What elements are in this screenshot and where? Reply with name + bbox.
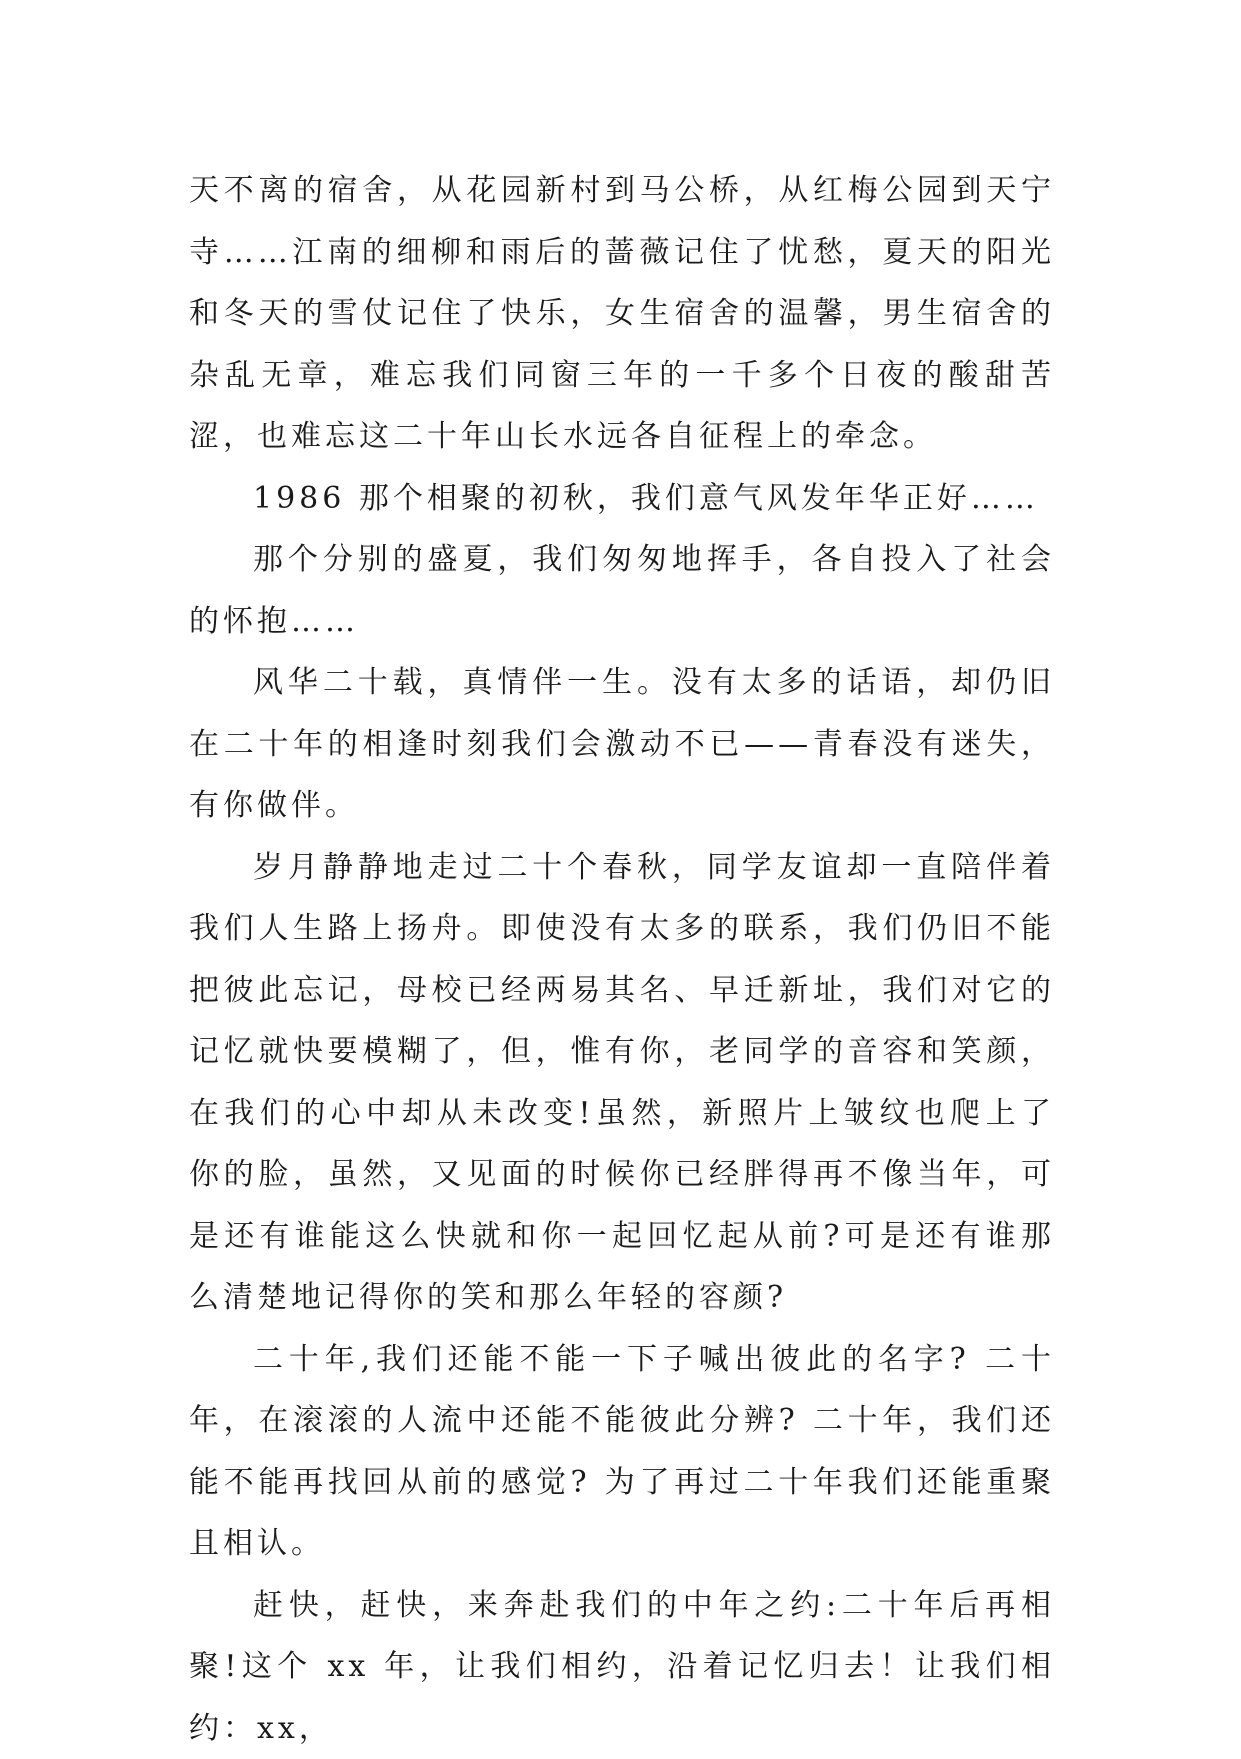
paragraph-3: 那个分别的盛夏，我们匆匆地挥手，各自投入了社会的怀抱……: [189, 529, 1055, 652]
paragraph-2: 1986 那个相聚的初秋，我们意气风发年华正好……: [189, 468, 1055, 530]
paragraph-5: 岁月静静地走过二十个春秋，同学友谊却一直陪伴着我们人生路上扬舟。即使没有太多的联系，我们仍旧不能把彼此忘记，母校已经两易其名、早迁新址，我们对它的记忆就快要模糊了，但，惟有你，老同学的音容和笑颜，在我们的心中却从未改变!虽然，新照片上皱纹也爬上了你的脸，虽然，又见面的时候你已经胖得再不像当年，可是还有谁能这么快就和你一起回忆起从前?可是还有谁那么清楚地记得你的笑和那么年轻的容颜?: [189, 837, 1055, 1329]
paragraph-1: 天不离的宿舍，从花园新村到马公桥，从红梅公园到天宁寺……江南的细柳和雨后的蔷薇记住了忧愁，夏天的阳光和冬天的雪仗记住了快乐，女生宿舍的温馨，男生宿舍的杂乱无章，难忘我们同窗三年的一千多个日夜的酸甜苦涩，也难忘这二十年山长水远各自征程上的牵念。: [189, 160, 1055, 468]
document-body: [189, 160, 1055, 1759]
paragraph-6: 二十年,我们还能不能一下子喊出彼此的名字? 二十年，在滚滚的人流中还能不能彼此分辨? 二十年，我们还能不能再找回从前的感觉? 为了再过二十年我们还能重聚且相认。: [189, 1329, 1055, 1575]
paragraph-4: 风华二十载，真情伴一生。没有太多的话语，却仍旧在二十年的相逢时刻我们会激动不已——青春没有迷失，有你做伴。: [189, 652, 1055, 837]
paragraph-7: 赶快，赶快，来奔赴我们的中年之约:二十年后再相聚!这个 xx 年，让我们相约，沿着记忆归去！让我们相约：xx，: [189, 1575, 1055, 1759]
